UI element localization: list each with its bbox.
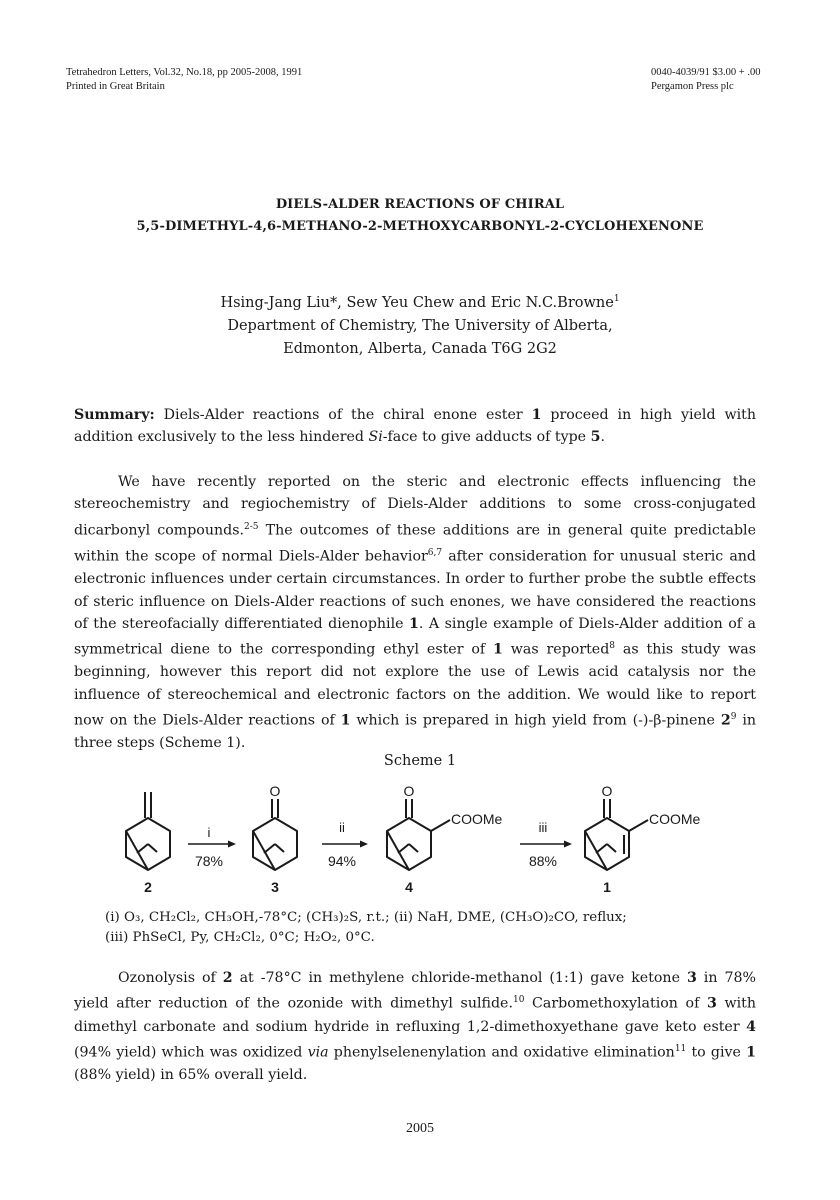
- compound-number-3: 3: [271, 879, 279, 895]
- step-reagent-2: ii: [339, 820, 345, 835]
- printed-location: Printed in Great Britain: [66, 81, 165, 92]
- publisher-header: [651, 66, 760, 94]
- reference-superscript: 2-5: [243, 521, 259, 532]
- compound-ref: 1: [340, 713, 351, 729]
- author-names: Hsing-Jang Liu*, Sew Yeu Chew and Eric N.C.Browne$^1$: [220, 294, 620, 311]
- structure-compound-2: [126, 792, 170, 870]
- reaction-arrow-2: [322, 841, 368, 848]
- ester-label-1: COOMe: [649, 811, 701, 827]
- title-line-2: 5,5-DIMETHYL-4,6-METHANO-2-METHOXYCARBONYL-2-CYCLOHEXENONE: [136, 219, 704, 234]
- compound-ref: 1: [409, 615, 419, 632]
- compound-ref: 3: [706, 996, 717, 1013]
- compound-number-1: 1: [603, 879, 611, 895]
- caption-line-2: (iii) PhSeCl, Py, CH₂Cl₂, 0°C; H₂O₂, 0°C.: [105, 930, 375, 945]
- step-yield-1: 78%: [194, 853, 224, 869]
- publisher-name: Pergamon Press plc: [651, 81, 734, 92]
- reaction-scheme: [0, 780, 840, 900]
- compound-ref: 1: [746, 1044, 756, 1061]
- affiliation-line-2: Edmonton, Alberta, Canada T6G 2G2: [283, 340, 557, 357]
- title-line-1: DIELS-ALDER REACTIONS OF CHIRAL: [275, 197, 565, 212]
- scheme-caption: [105, 908, 745, 948]
- reference-superscript: 6,7: [427, 547, 443, 558]
- summary: Summary: Diels-Alder reactions of the chiral enone ester 1 proceed in high yield with addition exclusively to the less hindered Si-face to give adducts of type 5.: [74, 407, 756, 446]
- oxygen-label-3: O: [269, 783, 281, 799]
- structure-compound-4: [387, 799, 450, 870]
- scheme-title: Scheme 1: [383, 753, 457, 769]
- step-reagent-3: iii: [538, 820, 548, 835]
- via-italic: via: [307, 1044, 329, 1061]
- body-paragraph-2: Ozonolysis of 2 at -78°C in methylene chloride-methanol (1:1) gave ketone 3 in 78% yield after reduction of the ozonide with dimethyl sulfide.$^{10}$ Carbomethoxylation of 3 with dimethyl carbonate and sodium hydride in refluxing 1,2-dimethoxyethane gave keto ester 4 (94% yield) which was oxidized via phenylselenenylation and oxidative elimination$^{11}$ to give 1 (88% yield) in 65% overall yield.: [74, 970, 757, 1084]
- author-footnote: 1: [613, 294, 620, 304]
- reaction-arrow-1: [188, 841, 236, 848]
- summary-label: Summary:: [74, 407, 155, 423]
- reference-superscript: 10: [512, 995, 525, 1006]
- structure-compound-3: [253, 799, 297, 870]
- compound-ref: 3: [686, 970, 697, 986]
- compound-ref: 1: [493, 642, 503, 659]
- compound-ref: 2: [720, 713, 731, 729]
- reaction-arrow-3: [520, 841, 572, 848]
- body-paragraph-1: We have recently reported on the steric and electronic effects influencing the stereochemistry and regiochemistry of Diels-Alder additions to some cross-conjugated dicarbonyl compounds.$^{2-5}$ The outcomes of these additions are in general quite predictable within the scope of normal Diels-Alder behavior$^{6,7}$ after consideration for unusual steric and electronic influences under certain circumstances. In order to further probe the subtle effects of steric influence on Diels-Alder reactions of such enones, we have considered the reactions of the stereofacially differentiated dienophile 1. A single example of Diels-Alder addition of a symmetrical diene to the corresponding ethyl ester of 1 was reported$^8$ as this study was beginning, however this report did not explore the use of Lewis acid catalysis nor the influence of stereochemical and electronic factors on the addition. We would like to report now on the Diels-Alder reactions of 1 which is prepared in high yield from (-)-β-pinene $2^9$ in three steps (Scheme 1).: [74, 474, 757, 752]
- author-block: [0, 288, 840, 361]
- step-reagent-1: i: [207, 825, 211, 840]
- affiliation-line-1: Department of Chemistry, The University of Alberta,: [227, 317, 613, 334]
- compound-ref: 4: [746, 1018, 756, 1035]
- step-yield-3: 88%: [528, 853, 558, 869]
- caption-line-1: (i) O₃, CH₂Cl₂, CH₃OH,-78°C; (CH₃)₂S, r.t.; (ii) NaH, DME, (CH₃O)₂CO, reflux;: [105, 910, 627, 925]
- reference-superscript: 8: [609, 641, 616, 652]
- si-face: Si: [368, 429, 383, 446]
- oxygen-label-4: O: [403, 783, 415, 799]
- article-code: 0040-4039/91 $3.00 + .00: [651, 67, 761, 78]
- step-yield-2: 94%: [327, 853, 357, 869]
- oxygen-label-1: O: [601, 783, 613, 799]
- structure-compound-1: [585, 799, 648, 870]
- compound-ref: 2: [222, 970, 233, 986]
- journal-header: [66, 66, 302, 94]
- ester-label-4: COOMe: [451, 811, 503, 827]
- compound-ref: 1: [531, 407, 542, 423]
- page-number: 2005: [406, 1121, 434, 1136]
- journal-citation: Tetrahedron Letters, Vol.32, No.18, pp 2005-2008, 1991: [66, 67, 303, 78]
- reference-superscript: 9: [730, 712, 737, 723]
- compound-number-2: 2: [144, 879, 152, 895]
- compound-number-4: 4: [405, 879, 413, 895]
- reference-superscript: 11: [674, 1043, 687, 1054]
- compound-ref: 5: [590, 429, 601, 446]
